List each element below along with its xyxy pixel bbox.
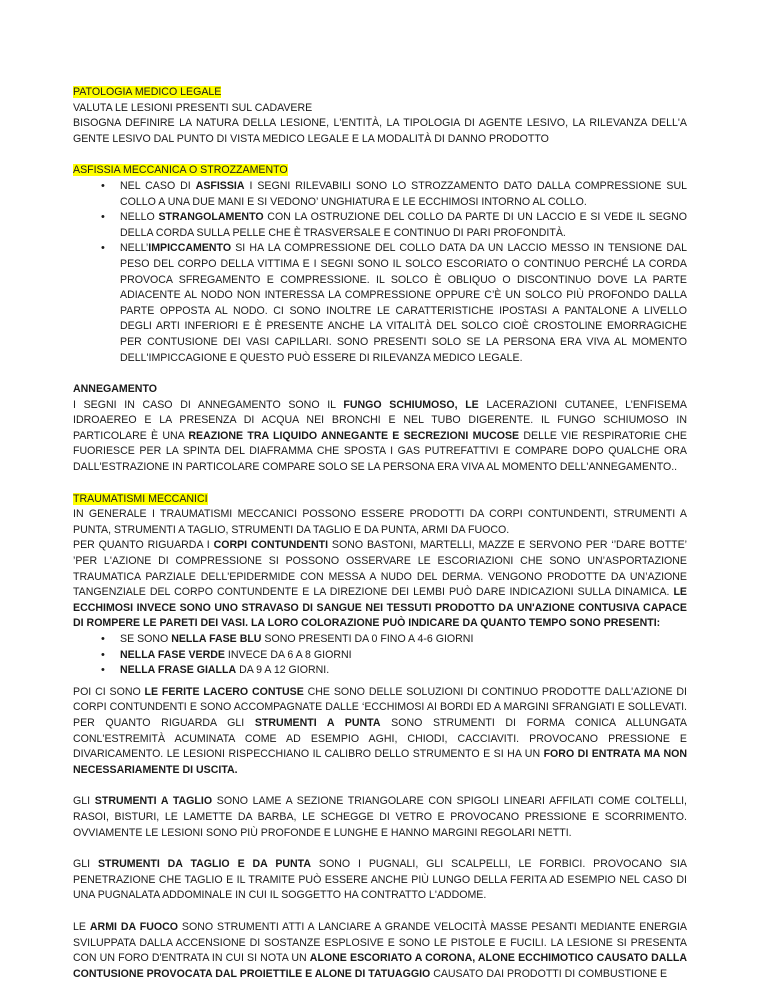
heading-annegamento: ANNEGAMENTO — [73, 383, 157, 396]
bold-term: STRUMENTI A TAGLIO — [94, 795, 213, 808]
text: DELLE VIE RESPIRATORIE CHE FUORIESCE PER LA SPINTA DEL DIAFRAMMA CHE SPOSTA I GAS PUTREFATTIVI E COMPARE DOPO QUALCHE ORA DALL'ESTRAZIONE IN PARTICOLARE COMPARE SOLO SE LA PERSONA ERA VIVA AL MOMENTO DELL'ANNEGAMENTO.. — [73, 429, 687, 474]
corpi-contundenti-paragraph — [73, 538, 687, 632]
text: CHE SONO DELLE SOLUZIONI DI CONTINUO PRODOTTE DALL'AZIONE DI CORPI CONTUNDENTI E SONO ACCOMPAGNATE DALLE ‘ECCHIMOSI AI BORDI ED A MARGINI SFRANGIATI E SOLLEVATI. PER QUANTO RIGUARDA GLI — [73, 685, 688, 729]
bold-term: STRUMENTI DA TAGLIO E DA PUNTA — [97, 858, 312, 871]
bold-term: STRANGOLAMENTO — [158, 211, 264, 224]
text: I SEGNI RILEVABILI SONO LO STROZZAMENTO DATO DALLA COMPRESSIONE SUL COLLO A UNA DUE MANI E SI VEDONO’ UNGHIATURA E LE ECCHIMOSI INTORNO AL COLLO. — [120, 179, 687, 208]
bold-term: ALONE ESCORIATO A CORONA, ALONE ECCHIMOTICO CAUSATO DALLA CONTUSIONE PROVOCATA DAL PROIETTILE E ALONE DI TATUAGGIO — [73, 952, 687, 980]
text: SONO STRUMENTI ATTI A LANCIARE A GRANDE VELOCITÀ MASSE PESANTI MEDIANTE ENERGIA SVILUPPATA DALLA ACCENSIONE DI SOSTANZE ESPLOSIVE E SONO LE PISTOLE E FUCILI. LA LESIONE SI PRESENTA CON UN FORO D'ENTRATA IN CUI SI NOTA UN — [73, 920, 687, 965]
bold-term: NELLA FASE VERDE — [120, 648, 225, 661]
heading-patologia: PATOLOGIA MEDICO LEGALE — [73, 86, 222, 98]
section-patologia — [73, 85, 687, 147]
text: POI CI SONO — [73, 685, 145, 698]
strumenti-taglio-punta-paragraph — [73, 857, 687, 904]
text: PER QUANTO RIGUARDA I — [73, 539, 214, 552]
text: SONO LAME A SEZIONE TRIANGOLARE CON SPIGOLI LINEARI AFFILATI COME COLTELLI, RASOI, BISTURI, LE LAMETTE DA BARBA, LE SCHEGGE DI VETRO E PROVOCANO PRESSIONE E SCORRIMENTO. OVVIAMENTE LE LESIONI SONO PIÙ PROFONDE E LUNGHE E HANNO MARGINI REGOLARI NETTI. — [73, 795, 687, 839]
ferite-paragraph — [73, 685, 687, 779]
bold-term: CORPI CONTUNDENTI — [213, 539, 329, 552]
heading-traumatismi: TRAUMATISMI MECCANICI — [73, 492, 208, 505]
text: NEL CASO DI — [120, 179, 196, 192]
text: SONO I PUGNALI, GLI SCALPELLI, LE FORBICI. PROVOCANO SIA PENETRAZIONE CHE TAGLIO E IL TRAMITE PUÒ ESSERE ANCHE PIÙ LUNGO DELLA FERITA AD ESEMPIO NEL CASO DI UNA PUGNALATA ADDOMINALE IN CUI IL SOGGETTO HA CONTRATTO L'ADDOME. — [73, 858, 687, 902]
text: NELL’ — [120, 242, 149, 255]
section-asfissia — [73, 163, 687, 366]
text: I SEGNI IN CASO DI ANNEGAMENTO SONO IL — [73, 398, 344, 411]
armi-fuoco-paragraph — [73, 920, 687, 982]
annegamento-paragraph — [73, 398, 687, 476]
bold-term: IMPICCAMENTO — [148, 242, 232, 255]
text: SONO STRUMENTI DI FORMA CONICA ALLUNGATA CONL'ESTREMITÀ ACUMINATA COME AD ESEMPIO AGHI, CHIODI, CACCIAVITI. PROVOCANO PRESSIONE E DIVARICAMENTO. LE LESIONI RISPECCHIANO IL CALIBRO DELLO STRUMENTO E SI HA UN — [73, 716, 688, 761]
text: GLI — [73, 858, 98, 871]
bold-term: NELLA FASE BLU — [171, 633, 262, 645]
text: CON LA OSTRUZIONE DEL COLLO DA PARTE DI UN LACCIO E SI VEDE IL SEGNO DELLA CORDA SULLA PELLE CHE È TRASVERSALE E CONTINUO DI PARI PROFONDITÀ. — [120, 211, 687, 239]
text: NELLO — [120, 211, 159, 224]
intro-line: VALUTA LE LESIONI PRESENTI SUL CADAVERE — [73, 101, 313, 114]
list-item-fase-verde — [73, 648, 687, 664]
text: INVECE DA 6 A 8 GIORNI — [224, 648, 352, 661]
traumatismi-intro: IN GENERALE I TRAUMATISMI MECCANICI POSSONO ESSERE PRODOTTI DA CORPI CONTUNDENTI, STRUMENTI A PUNTA, STRUMENTI A TAGLIO, STRUMENTI DA TAGLIO E DA PUNTA, ARMI DA FUOCO. — [73, 508, 687, 536]
bold-term: ASFISSIA — [195, 179, 245, 192]
list-item-asfissia — [73, 179, 687, 210]
ecchimosi-phase-list — [73, 632, 687, 679]
text: LACERAZIONI CUTANEE, L’ENFISEMA IDROAEREO E LA PRESENZA DI ACQUA NEI BRONCHI E NEL TUBO DIGERENTE. IL FUNGO SCHIUMOSO IN PARTICOLARE È UNA — [73, 398, 687, 442]
intro-paragraph: BISOGNA DEFINIRE LA NATURA DELLA LESIONE, L'ENTITÀ, LA TIPOLOGIA DI AGENTE LESIVO, LA RILEVANZA DELL'A GENTE LESIVO DAL PUNTO DI VISTA MEDICO LEGALE E LA MODALITÀ DI DANNO PRODOTTO — [73, 117, 687, 145]
text: SE SONO — [120, 633, 172, 645]
text: LE — [73, 920, 90, 933]
heading-asfissia: ASFISSIA MECCANICA O STROZZAMENTO — [73, 164, 288, 177]
document-page — [73, 85, 687, 982]
section-annegamento — [73, 382, 687, 476]
bold-term: FORO DI ENTRATA MA NON NECESSARIAMENTE DI USCITA. — [73, 748, 687, 776]
asfissia-list — [73, 179, 687, 366]
section-traumatismi — [73, 492, 687, 983]
text: SONO BASTONI, MARTELLI, MAZZE E SERVONO PER ‘’DARE BOTTE’ ’PER L'AZIONE DI COMPRESSIONE SI POSSONO OSSERVARE LE ESCORIAZIONI CHE SONO UN’ASPORTAZIONE TRAUMATICA PARZIALE DELL'EPIDERMIDE CON MESSA A NUDO DEL DERMA. VENGONO PRODOTTE DA UN’AZIONE TANGENZIALE DEL CORPO CONTUNDENTE E LA DIREZIONE DEI LEMBI PUÒ DARE INDICAZIONI SULLA DINAMICA. — [73, 539, 687, 599]
bold-term: LE ECCHIMOSI INVECE SONO UNO STRAVASO DI SANGUE NEI TESSUTI PRODOTTO DA UN'AZIONE CONTUSIVA CAPACE DI ROMPERE LE PARETI DEI VASI. LA LORO COLORAZIONE PUÒ INDICARE DA QUANTO TEMPO SONO PRESENTI: — [73, 586, 687, 630]
text: GLI — [73, 795, 95, 808]
text: CAUSATO DAI PRODOTTI DI COMBUSTIONE E — [430, 967, 668, 980]
bold-term: NELLA FRASE GIALLA — [120, 664, 237, 677]
bold-term: ARMI DA FUOCO — [89, 920, 178, 933]
text: SI HA LA COMPRESSIONE DEL COLLO DATA DA UN LACCIO MESSO IN TENSIONE DAL PESO DEL CORPO DELLA VITTIMA E I SEGNI SONO IL SOLCO ESCORIATO O CONTINUO PERCHÉ LA CORDA PROVOCA SFREGAMENTO E COMPRESSIONE. IL SOLCO È OBLIQUO O DISCONTINUO DOVE LA PARTE ADIACENTE AL NODO NON INTERESSA LA COMPRESSIONE OPPURE C’È UN SOLCO PIÙ PROFONDO DALLA PARTE OPPOSTA AL NODO. CI SONO INOLTRE LE CARATTERISTICHE IPOSTASI A PANTALONE A LIVELLO DEGLI ARTI INFERIORI E È PRESENTE ANCHE LA VITALITÀ DEL SOLCO CIOÈ CROSTOLINE EMORRAGICHE PER CONTUSIONE DEI VASI CAPILLARI. SONO PRESENTI SOLO SE LA PERSONA ERA VIVA AL MOMENTO DELL'IMPICCAGIONE E QUESTO PUÒ ESSERE DI RILEVANZA MEDICO LEGALE. — [120, 242, 687, 364]
list-item-fase-gialla — [73, 663, 687, 679]
bold-term: REAZIONE TRA LIQUIDO ANNEGANTE E SECREZIONI MUCOSE — [188, 429, 520, 442]
list-item-strangolamento — [73, 210, 687, 241]
list-item-fase-blu — [73, 632, 687, 648]
bold-term: LE FERITE LACERO CONTUSE — [144, 685, 304, 698]
list-item-impiccamento — [73, 241, 687, 366]
text: DA 9 A 12 GIORNI. — [236, 664, 330, 677]
bold-term: FUNGO SCHIUMOSO, LE — [343, 398, 479, 411]
strumenti-taglio-paragraph — [73, 794, 687, 841]
text: SONO PRESENTI DA 0 FINO A 4-6 GIORNI — [261, 633, 474, 645]
bold-term: STRUMENTI A PUNTA — [254, 716, 381, 729]
